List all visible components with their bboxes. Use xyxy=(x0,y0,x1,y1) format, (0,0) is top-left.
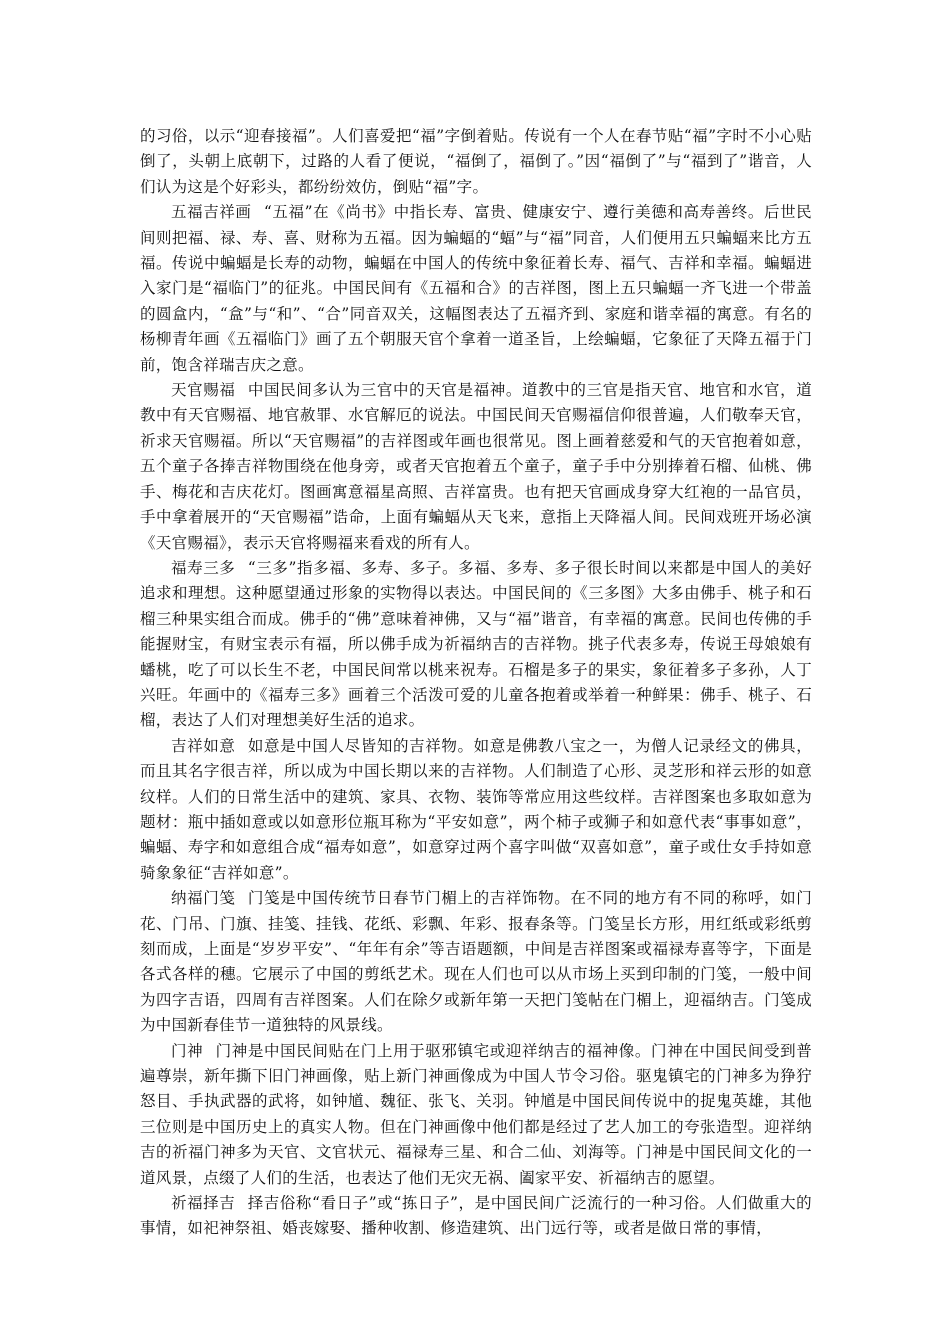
paragraph-term: 纳福门笺 xyxy=(171,889,236,908)
paragraph-fushou-sanduo xyxy=(140,556,812,734)
paragraph-text: 门神是中国民间贴在门上用于驱邪镇宅或迎祥纳吉的福神像。门神在中国民间受到普遍尊崇，新年撕下旧门神画像，贴上新门神画像成为中国人节令习俗。驱鬼镇宅的门神多为狰狞怒目、手执武器的武将，如钟馗、魏征、张飞、关羽。钟馗是中国民间传说中的捉鬼英雄，其他三位则是中国历史上的真实人物。但在门神画像中他们都是经过了艺人加工的夸张造型。迎祥纳吉的祈福门神多为天官、文官状元、福禄寿三星、和合二仙、刘海等。门神是中国民间文化的一道风景，点缀了人们的生活，也表达了他们无灾无祸、阖家平安、祈福纳吉的愿望。 xyxy=(140,1041,812,1187)
paragraph-qifu-zeji xyxy=(140,1191,812,1242)
paragraph-text: 如意是中国人尽皆知的吉祥物。如意是佛教八宝之一，为僧人记录经文的佛具，而且其名字很吉祥，所以成为中国长期以来的吉祥物。人们制造了心形、灵芝形和祥云形的如意纹样。人们的日常生活中的建筑、家具、衣物、装饰等常应用这些纹样。吉祥图案也多取如意为题材：瓶中插如意或以如意形位瓶耳称为“平安如意”，两个柿子或狮子和如意代表“事事如意”，蝙蝠、寿字和如意组合成“福寿如意”，如意穿过两个喜字叫做“双喜如意”，童子或仕女手持如意骑象象征“吉祥如意”。 xyxy=(140,736,812,882)
paragraph-tianguan-cifu xyxy=(140,378,812,556)
paragraph-term: 福寿三多 xyxy=(171,558,236,577)
document-body xyxy=(140,124,812,1242)
paragraph-term: 五福吉祥画 xyxy=(171,203,252,222)
paragraph-text: 门笺是中国传统节日春节门楣上的吉祥饰物。在不同的地方有不同的称呼，如门花、门吊、门旗、挂笺、挂钱、花纸、彩飘、年彩、报春条等。门笺呈长方形，用红纸或彩纸剪刻而成，上面是“岁岁平安”、“年年有余”等吉语题额，中间是吉祥图案或福禄寿喜等字，下面是各式各样的穗。它展示了中国的剪纸艺术。现在人们也可以从市场上买到印制的门笺，一般中间为四字吉语，四周有吉祥图案。人们在除夕或新年第一天把门笺帖在门楣上，迎福纳吉。门笺成为中国新春佳节一道独特的风景线。 xyxy=(140,889,812,1035)
paragraph-jixiang-ruyi xyxy=(140,734,812,886)
paragraph-nafu-menjian xyxy=(140,886,812,1038)
paragraph-term: 吉祥如意 xyxy=(171,736,236,755)
paragraph-text: “五福”在《尚书》中指长寿、富贵、健康安宁、遵行美德和高寿善终。后世民间则把福、禄、寿、喜、财称为五福。因为蝙蝠的“蝠”与“福”同音，人们便用五只蝙蝠来比方五福。传说中蝙蝠是长寿的动物，蝙蝠在中国人的传统中象征着长寿、福气、吉祥和幸福。蝙蝠进入家门是“福临门”的征兆。中国民间有《五福和合》的吉祥图，图上五只蝙蝠一齐飞进一个带盖的圆盒内，“盒”与“和”、“合”同音双关，这幅图表达了五福齐到、家庭和谐幸福的寓意。有名的杨柳青年画《五福临门》画了五个朝服天官个拿着一道圣旨，上绘蝙蝠，它象征了天降五福于门前，饱含祥瑞吉庆之意。 xyxy=(140,203,812,374)
paragraph-text: 的习俗，以示“迎春接福”。人们喜爱把“福”字倒着贴。传说有一个人在春节贴“福”字时不小心贴倒了，头朝上底朝下，过路的人看了便说，“福倒了，福倒了。”因“福倒了”与“福到了”谐音，人们认为这是个好彩头，都纷纷效仿，倒贴“福”字。 xyxy=(140,127,812,196)
paragraph-text: 中国民间多认为三官中的天官是福神。道教中的三官是指天官、地官和水官，道教中有天官赐福、地官赦罪、水官解厄的说法。中国民间天官赐福信仰很普遍，人们敬奉天官，祈求天官赐福。所以“天官赐福”的吉祥图或年画也很常见。图上画着慈爱和气的天官抱着如意，五个童子各捧吉祥物围绕在他身旁，或者天官抱着五个童子，童子手中分别捧着石榴、仙桃、佛手、梅花和吉庆花灯。图画寓意福星高照、吉祥富贵。也有把天官画成身穿大红袍的一品官员，手中拿着展开的“天官赐福”诰命，上面有蝙蝠从天飞来，意指上天降福人间。民间戏班开场必演《天官赐福》，表示天官将赐福来看戏的所有人。 xyxy=(140,381,812,552)
paragraph-menshen xyxy=(140,1039,812,1191)
paragraph-text: 择吉俗称“看日子”或“拣日子”，是中国民间广泛流行的一种习俗。人们做重大的事情，如祀神祭祖、婚丧嫁娶、播种收割、修造建筑、出门远行等，或者是做日常的事情， xyxy=(140,1194,812,1238)
paragraph-term: 天官赐福 xyxy=(171,381,236,400)
paragraph-term: 门神 xyxy=(171,1041,204,1060)
paragraph-wufu-jixiang-hua xyxy=(140,200,812,378)
paragraph-term: 祈福择吉 xyxy=(171,1194,236,1213)
paragraph-text: “三多”指多福、多寿、多子。多福、多寿、多子很长时间以来都是中国人的美好追求和理想。这种愿望通过形象的实物得以表达。中国民间的《三多图》大多由佛手、桃子和石榴三种果实组合而成。佛手的“佛”意味着神佛，又与“福”谐音，有幸福的寓意。民间也传佛的手能握财宝，有财宝表示有福，所以佛手成为祈福纳吉的吉祥物。挑子代表多寿，传说王母娘娘有蟠桃，吃了可以长生不老，中国民间常以桃来祝寿。石榴是多子的果实，象征着多子多孙，人丁兴旺。年画中的《福寿三多》画着三个活泼可爱的儿童各抱着或举着一种鲜果：佛手、桃子、石榴，表达了人们对理想美好生活的追求。 xyxy=(140,558,812,730)
paragraph-continuation xyxy=(140,124,812,200)
